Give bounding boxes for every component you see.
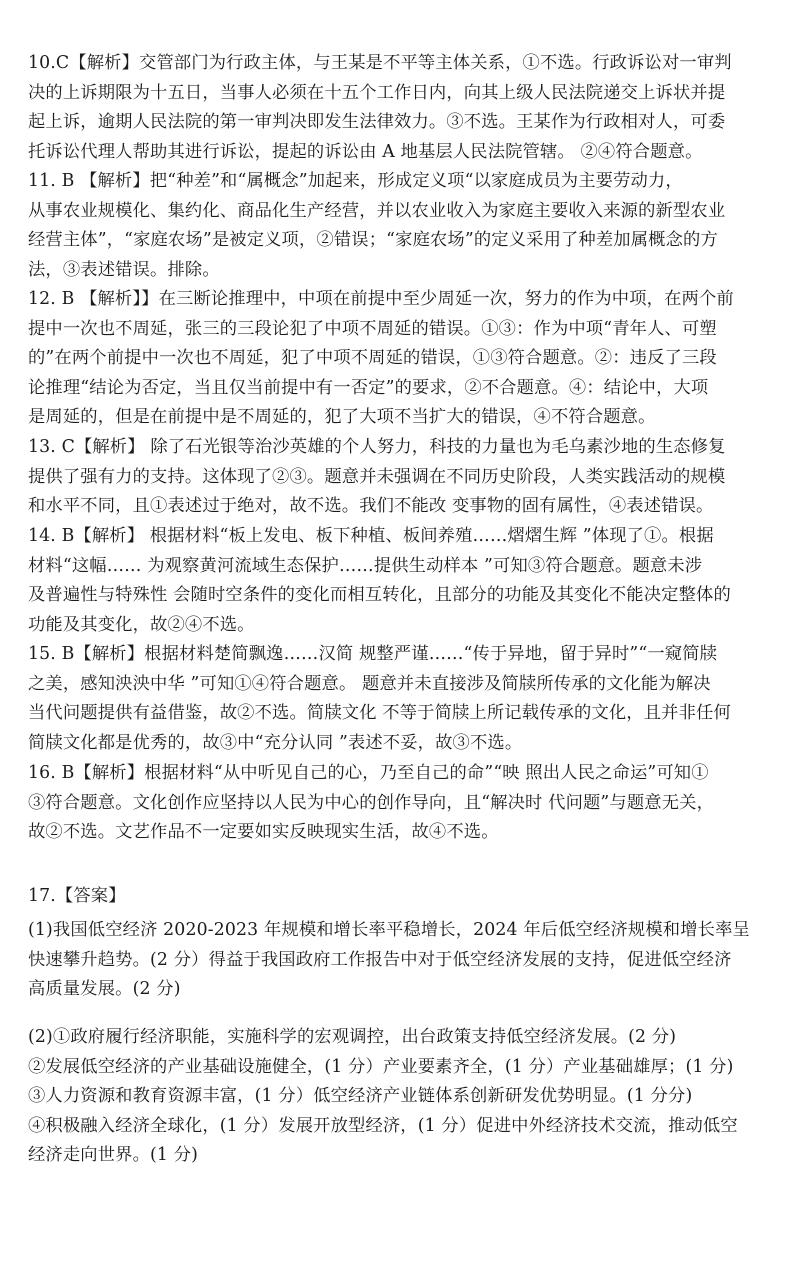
text-line: 高质量发展。(2 分) xyxy=(28,979,181,1000)
text-line: 论推理“结论为否定，当且仅当前提中有一否定”的要求，②不合题意。④：结论中，大项 xyxy=(28,377,709,398)
text-line: 是周延的，但是在前提中是不周延的，犯了大项不当扩大的错误，④不符合题意。 xyxy=(28,407,656,428)
text-line: 之美，感知泱泱中华 ”可知①④符合题意。 题意并未直接涉及简牍所传承的文化能为解决 xyxy=(28,673,711,694)
text-line: ③人力资源和教育资源丰富，(1 分）低空经济产业链体系创新研发优势明显。(1 分分) xyxy=(28,1086,693,1107)
answer-13 xyxy=(28,433,780,522)
text-line: 当代问题提供有益借鉴，故②不选。简牍文化 不等于简牍上所记载传承的文化，且并非任何 xyxy=(28,703,731,724)
answer-17-part-1 xyxy=(28,916,780,1005)
text-line: 故②不选。文艺作品不一定要如实反映现实生活，故④不选。 xyxy=(28,822,499,843)
text-line: 功能及其变化，故②④不选。 xyxy=(28,614,255,635)
answer-17-part-2 xyxy=(28,1023,780,1171)
text-line: 经济走向世界。(1 分) xyxy=(28,1145,199,1166)
answer-12 xyxy=(28,285,780,433)
text-line: 简牍文化都是优秀的，故③中“充分认同 ”表述不妥，故③不选。 xyxy=(28,732,523,753)
text-line: 材料“这幅…… 为观察黄河流域生态保护……提供生动样本 ”可知③符合题意。题意未涉 xyxy=(28,555,703,576)
text-line: 的”在两个前提中一次也不周延，犯了中项不周延的错误，①③符合题意。②：违反了三段 xyxy=(28,348,717,369)
text-line: 16. B【解析】根据材料“从中听见自己的心，乃至自己的命”“映 照出人民之命运”可知① xyxy=(28,763,709,783)
text-line: 和水平不同，且①表述过于绝对，故不选。我们不能改 变事物的固有属性，④表述错误。 xyxy=(28,496,714,517)
text-line: 从事农业规模化、集约化、商品化生产经营，并以农业收入为家庭主要收入来源的新型农业 xyxy=(28,200,726,221)
text-line: 提中一次也不周延，张三的三段论犯了中项不周延的错误。①③：作为中项“青年人、可塑 xyxy=(28,318,717,339)
answer-11 xyxy=(28,167,780,285)
text-line: 12. B 【解析】】在三断论推理中，中项在前提中至少周延一次，努力的作为中项，在两个前 xyxy=(28,289,734,309)
text-line: 决的上诉期限为十五日，当事人必须在十五个工作日内，向其上级人民法院递交上诉状并提 xyxy=(28,82,726,103)
text-line: 起上诉，逾期人民法院的第一审判决即发生法律效力。③不选。王某作为行政相对人，可委 xyxy=(28,112,726,133)
text-line: 及普遍性与特殊性 会随时空条件的变化而相互转化，且部分的功能及其变化不能决定整体的 xyxy=(28,585,731,606)
text-line: 11. B 【解析】把“种差”和“属概念”加起来，形成定义项“以家庭成员为主要劳动力， xyxy=(28,171,683,191)
answer-17-heading xyxy=(28,882,780,912)
text-line: 快速攀升趋势。(2 分）得益于我国政府工作报告中对于低空经济发展的支持，促进低空经济 xyxy=(28,949,732,970)
text-line: 10.C【解析】交管部门为行政主体，与王某是不平等主体关系，①不选。行政诉讼对一审判 xyxy=(28,53,732,73)
text-line: 15. B【解析】根据材料楚简飘逸……汉简 规整严谨……“传于异地，留于异时”“一窥简牍 xyxy=(28,644,718,664)
section-heading: 17.【答案】 xyxy=(28,886,126,906)
text-line: 提供了强有力的支持。这体现了②③。题意并未强调在不同历史阶段，人类实践活动的规模 xyxy=(28,466,726,487)
text-line: 托诉讼代理人帮助其进行诉讼，提起的诉讼由 A 地基层人民法院管辖。 ②④符合题意。 xyxy=(28,141,703,162)
text-line: ②发展低空经济的产业基础设施健全，(1 分）产业要素齐全，(1 分）产业基础雄厚；(1 分) xyxy=(28,1056,734,1077)
text-line: 14. B【解析】 根据材料“板上发电、板下种植、板间养殖……熠熠生辉 ”体现了①。根据 xyxy=(28,526,714,546)
text-line: 法，③表述错误。排除。 xyxy=(28,259,220,280)
text-line: 13. C【解析】 除了石光银等治沙英雄的个人努力，科技的力量也为毛乌素沙地的生态修复 xyxy=(28,437,726,457)
answer-10 xyxy=(28,49,780,167)
text-line: (2)①政府履行经济职能，实施科学的宏观调控，出台政策支持低空经济发展。(2 分) xyxy=(28,1027,677,1047)
answer-15 xyxy=(28,640,780,758)
text-line: ④积极融入经济全球化，(1 分）发展开放型经济，(1 分）促进中外经济技术交流，推动低空 xyxy=(28,1115,738,1136)
text-line: 经营主体”，“家庭农场”是被定义项，②错误；“家庭农场”的定义采用了种差加属概念的方 xyxy=(28,230,718,251)
answer-16 xyxy=(28,759,780,848)
text-line: (1)我国低空经济 2020-2023 年规模和增长率平稳增长，2024 年后低空经济规模和增长率呈 xyxy=(28,920,750,940)
text-line: ③符合题意。文化创作应坚持以人民为中心的创作导向，且“解决时 代问题”与题意无关， xyxy=(28,792,715,813)
answer-14 xyxy=(28,522,780,640)
